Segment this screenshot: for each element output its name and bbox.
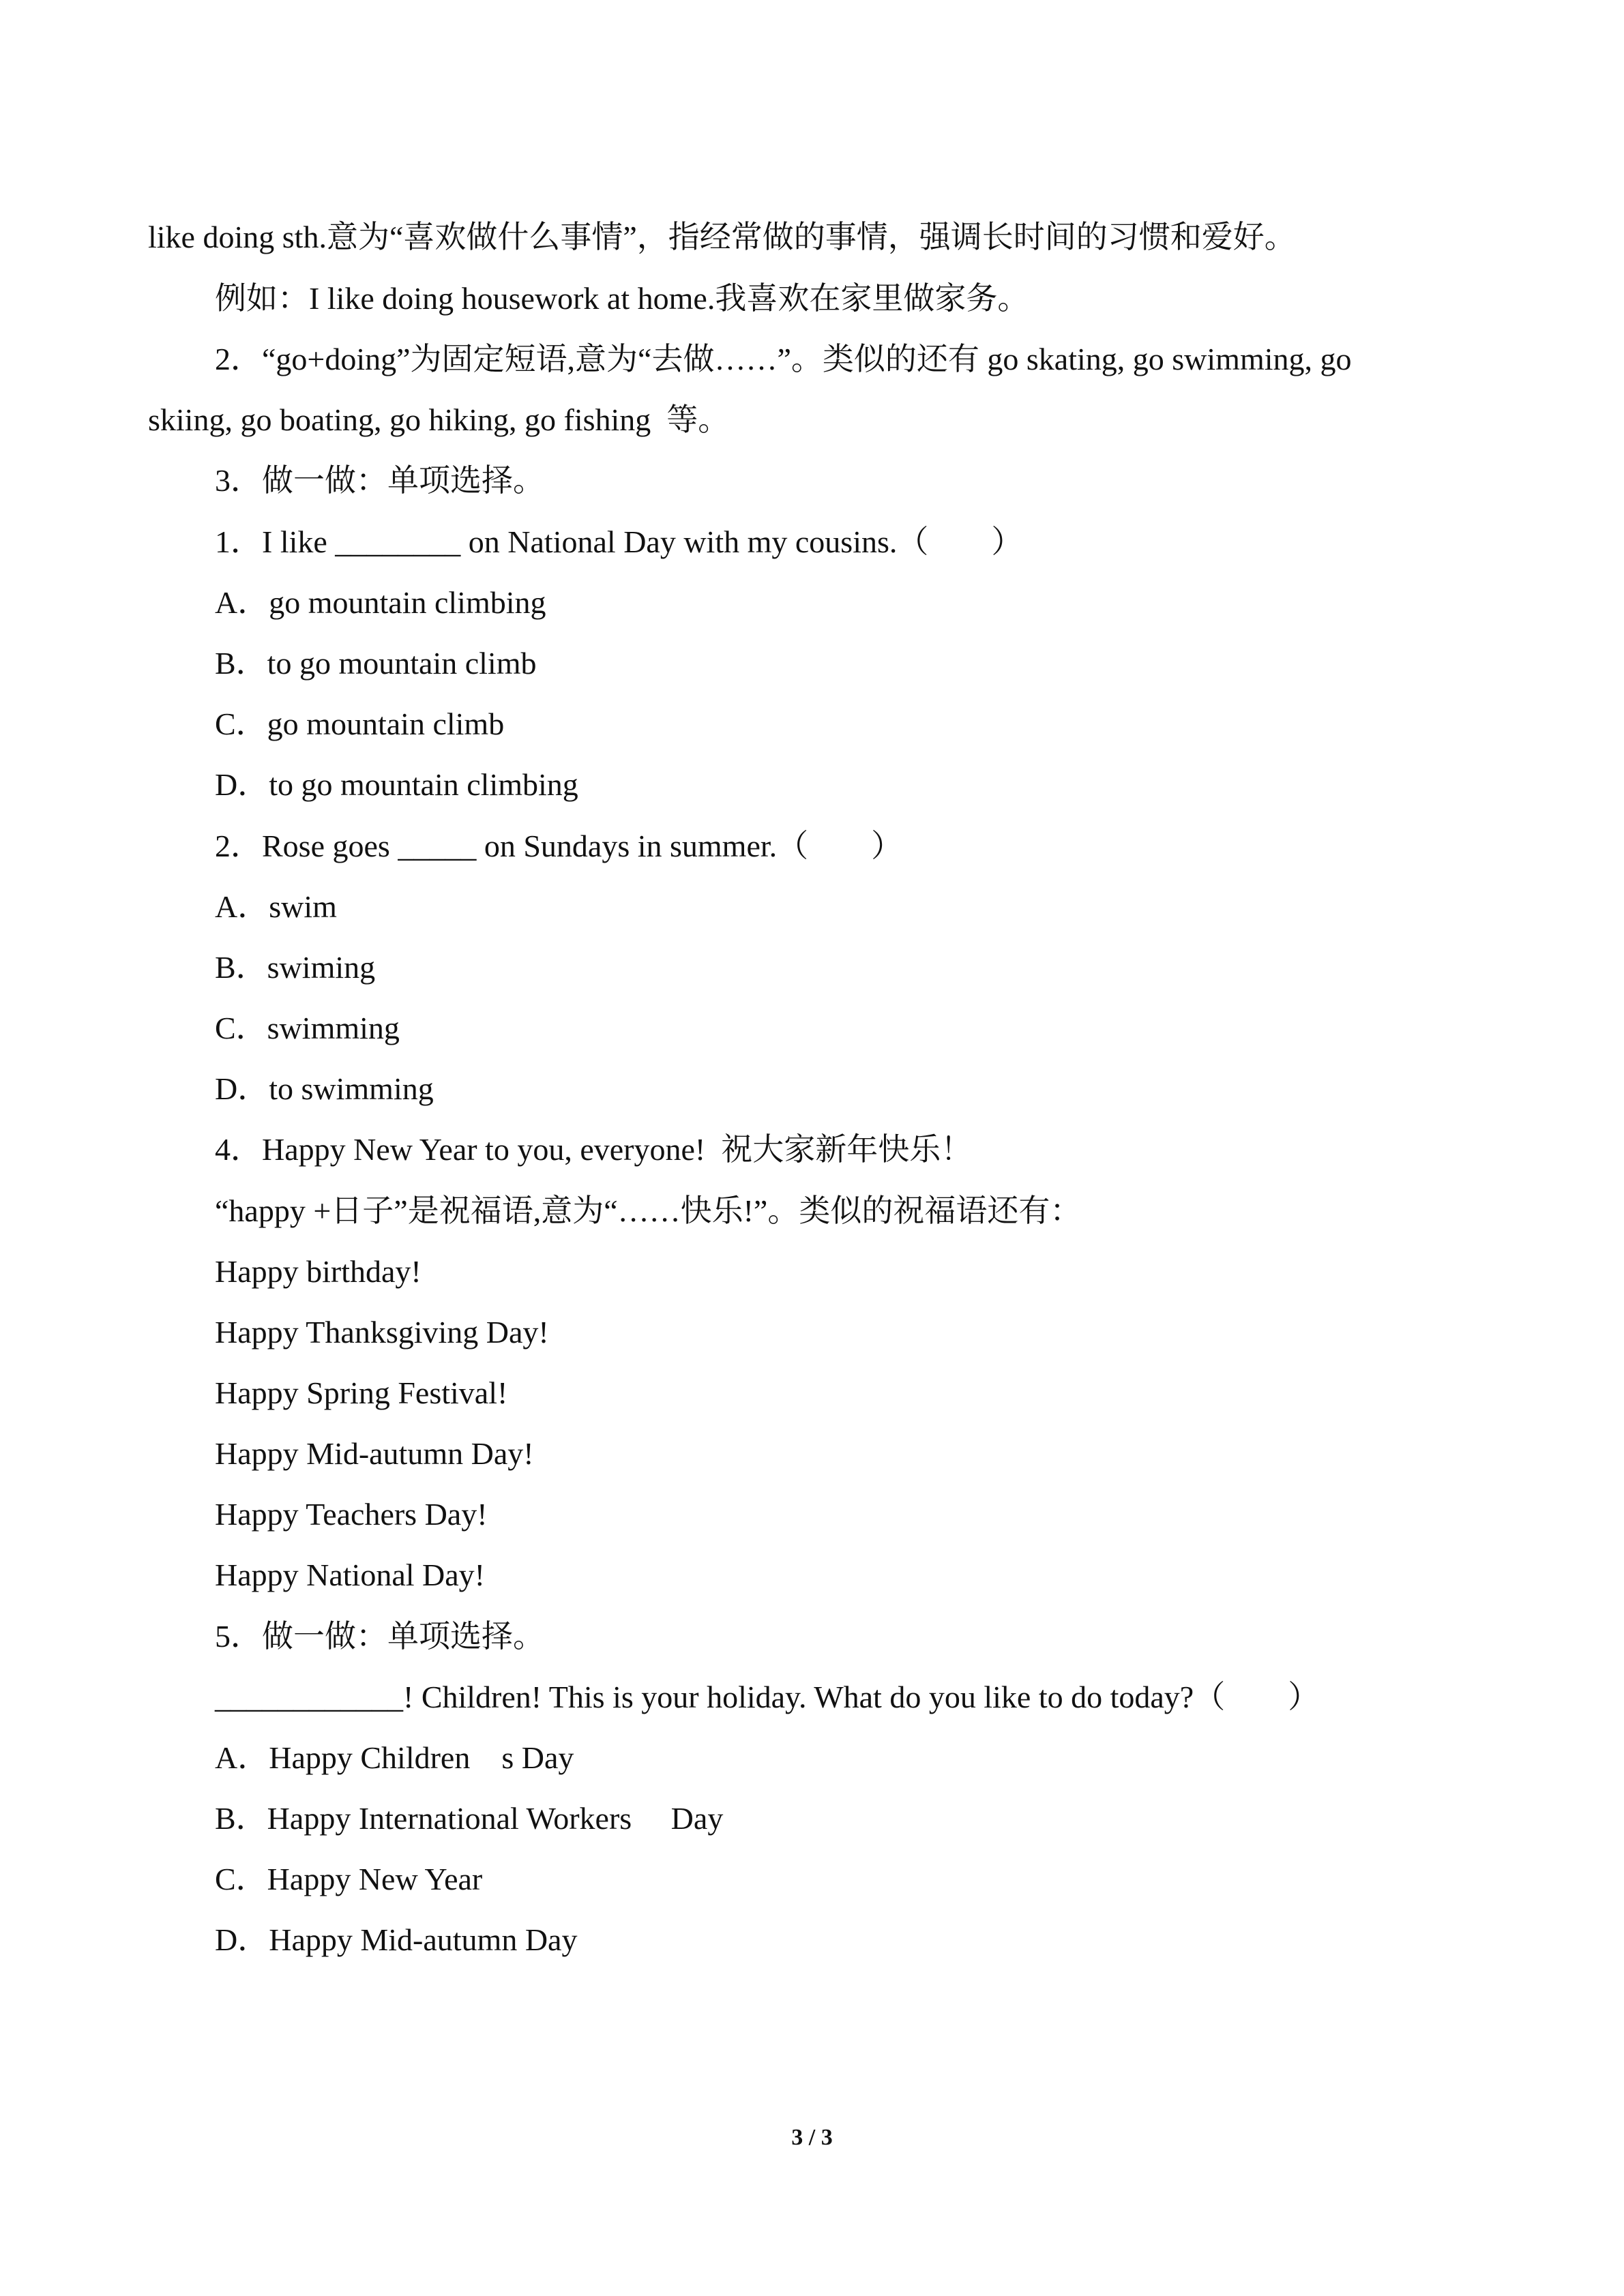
paragraph-line-go-doing-continued: skiing, go boating, go hiking, go fishing 等。 xyxy=(148,402,730,437)
paragraph-line-like-doing: like doing sth.意为“喜欢做什么事情”，指经常做的事情，强调长时间的习惯和爱好。 xyxy=(148,220,1296,254)
page-number: 3 / 3 xyxy=(791,2125,833,2150)
question-5-option-b: B．Happy International Workers Day xyxy=(215,1801,724,1836)
question-5-option-a: A．Happy Children s Day xyxy=(215,1740,574,1775)
paragraph-line-happy-day: “happy +日子”是祝福语,意为“……快乐!”。类似的祝福语还有： xyxy=(215,1193,1082,1228)
paragraph-line-go-doing: 2．“go+doing”为固定短语,意为“去做……”。类似的还有 go skating, go swimming, go xyxy=(215,342,1352,376)
question-2-option-c: C．swimming xyxy=(215,1011,400,1045)
question-1-option-a: A．go mountain climbing xyxy=(215,585,546,620)
question-1-option-b: B．to go mountain climb xyxy=(215,646,537,681)
question-1-option-c: C．go mountain climb xyxy=(215,706,505,741)
section-heading-3: 3．做一做：单项选择。 xyxy=(215,463,544,498)
question-5: ____________! Children! This is your holiday. What do you like to do today?（ ） xyxy=(215,1680,1320,1714)
section-heading-4: 4．Happy New Year to you, everyone! 祝大家新年快乐！ xyxy=(215,1132,973,1167)
question-1-option-d: D．to go mountain climbing xyxy=(215,767,578,802)
question-2-option-b: B．swiming xyxy=(215,950,376,985)
greeting-national: Happy National Day! xyxy=(215,1557,485,1592)
question-2: 2．Rose goes _____ on Sundays in summer.（ ） xyxy=(215,829,903,863)
question-5-option-d: D．Happy Mid-autumn Day xyxy=(215,1922,578,1957)
question-1: 1．I like ________ on National Day with my cousins.（ ） xyxy=(215,524,1023,559)
greeting-mid-autumn: Happy Mid-autumn Day! xyxy=(215,1436,534,1471)
paragraph-line-example: 例如：I like doing housework at home.我喜欢在家里做家务。 xyxy=(215,281,1029,316)
greeting-thanksgiving: Happy Thanksgiving Day! xyxy=(215,1315,549,1350)
greeting-spring-festival: Happy Spring Festival! xyxy=(215,1375,508,1410)
greeting-birthday: Happy birthday! xyxy=(215,1254,422,1289)
question-2-option-d: D．to swimming xyxy=(215,1071,434,1106)
question-5-option-c: C．Happy New Year xyxy=(215,1862,483,1896)
greeting-teachers: Happy Teachers Day! xyxy=(215,1497,488,1532)
section-heading-5: 5．做一做：单项选择。 xyxy=(215,1619,544,1654)
question-2-option-a: A．swim xyxy=(215,889,337,924)
